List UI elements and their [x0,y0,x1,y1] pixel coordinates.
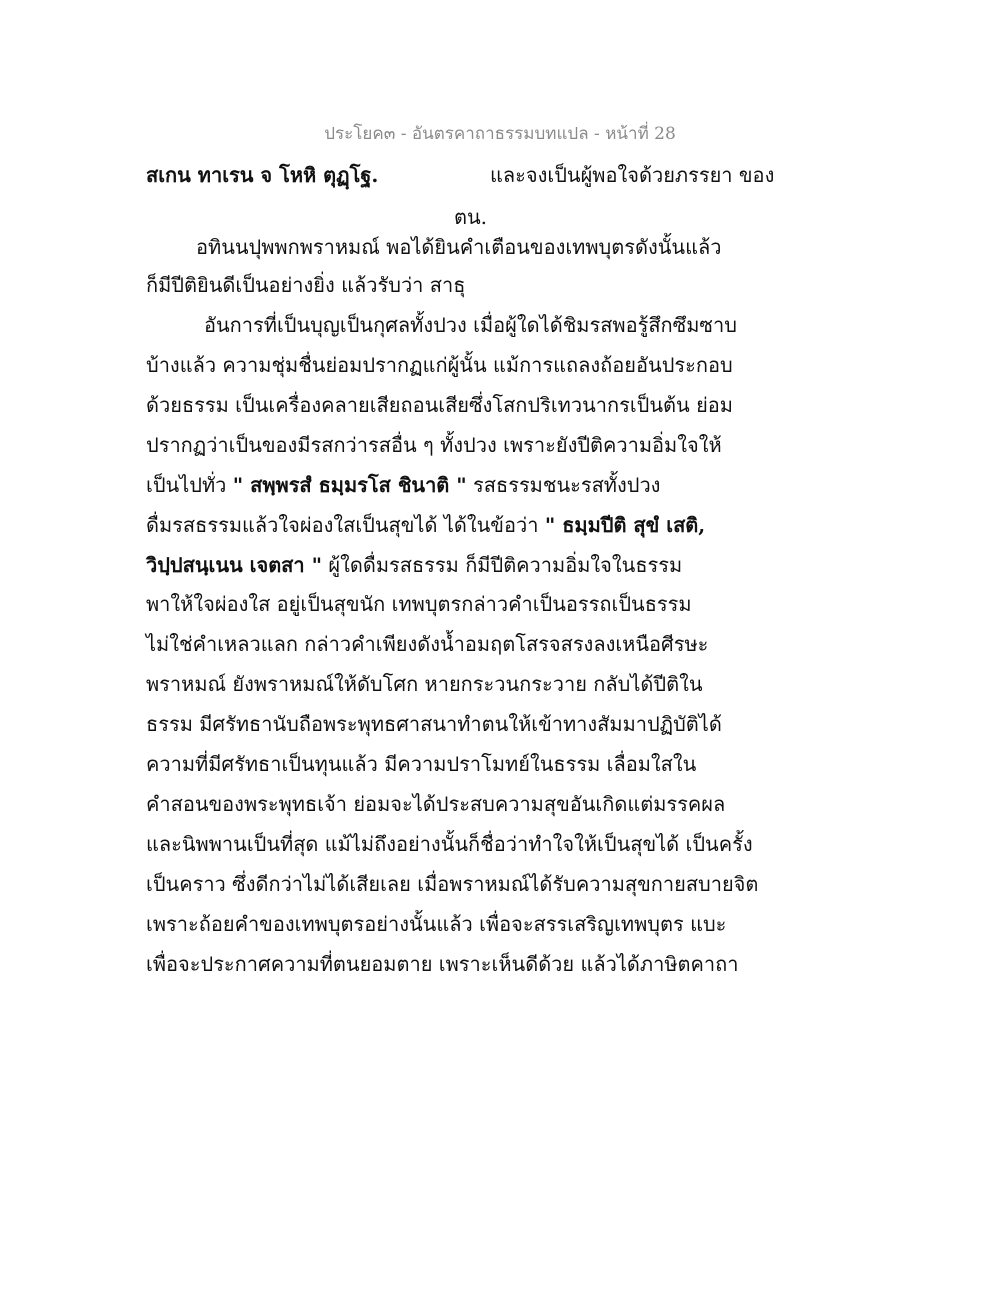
verse-translation: และจงเป็นผู้พอใจด้วยภรรยา ของ [490,163,775,187]
body-line [146,829,753,859]
line-text: พาให้ใจผ่องใส อยู่เป็นสุขนัก เทพบุตรกล่าวคำเป็นอรรถเป็นธรรม [146,592,692,616]
line-text: เป็นไปทั่ว [146,473,233,497]
verse-translation-continued: ตน. [454,205,488,229]
body-line [146,589,692,619]
page-header: ประโยค๓ - อันตรคาถาธรรมบทแปล - หน้าที่ 28 [324,124,676,144]
body-line [146,909,726,939]
line-text: คำสอนของพระพุทธเจ้า ย่อมจะได้ประสบความสุขอันเกิดแต่มรรคผล [146,792,726,816]
body-line [146,390,733,420]
line-text: และนิพพานเป็นที่สุด แม้ไม่ถึงอย่างนั้นก็ชื่อว่าทำใจให้เป็นสุขได้ เป็นครั้ง [146,832,753,856]
body-line [146,709,722,739]
line-text: ด้วยธรรม เป็นเครื่องคลายเสียถอนเสียซึ่งโสกปริเทวนากรเป็นต้น ย่อม [146,393,733,417]
pali-quote: " สพฺพรสํ ธมฺมรโส ชินาติ " [232,473,467,497]
line-text: ผู้ใดดื่มรสธรรม ก็มีปีติความอิ่มใจในธรรม [322,553,683,577]
line-text: เพื่อจะประกาศความที่ตนยอมตาย เพราะเห็นดีด้วย แล้วได้ภาษิตคาถา [146,952,739,976]
body-line [196,232,721,262]
line-text: ไม่ใช่คำเหลวแลก กล่าวคำเพียงดังน้ำอมฤตโสรจสรงลงเหนือศีรษะ [146,632,709,656]
body-line [146,789,725,819]
line-text: อทินนปุพพกพราหมณ์ พอได้ยินคำเตือนของเทพบุตรดังนั้นแล้ว [196,235,722,259]
body-line [146,270,465,300]
pali-quote: วิปฺปสนฺเนน เจตสา " [146,553,323,577]
body-line [146,510,705,540]
body-line [146,949,738,979]
line-text: ความที่มีศรัทธาเป็นทุนแล้ว มีความปราโมทย์ในธรรม เลื่อมใสใน [146,752,697,776]
line-text: เป็นคราว ซึ่งดีกว่าไม่ได้เสียเลย เมื่อพราหมณ์ได้รับความสุขกายสบายจิต [146,872,759,896]
line-text: อันการที่เป็นบุญเป็นกุศลทั้งปวง เมื่อผู้ใดได้ชิมรสพอรู้สึกซึมซาบ [204,313,737,337]
line-text: ดื่มรสธรรมแล้วใจผ่องใสเป็นสุขได้ ได้ในข้อว่า [146,513,545,537]
pali-quote: " ธมฺมปีติ สุขํ เสติ, [544,513,706,537]
line-text: เพราะถ้อยคำของเทพบุตรอย่างนั้นแล้ว เพื่อจะสรรเสริญเทพบุตร แบะ [146,912,727,936]
line-text: บ้างแล้ว ความชุ่มชื่นย่อมปรากฏแก่ผู้นั้น แม้การแถลงถ้อยอันประกอบ [146,353,733,377]
body-line [146,470,660,500]
line-text: ธรรม มีศรัทธานับถือพระพุทธศาสนาทำตนให้เข้าทางสัมมาปฏิบัติได้ [146,712,722,736]
body-line [146,350,733,380]
body-line [146,669,703,699]
body-line [146,749,696,779]
body-line [146,550,682,580]
body-line [146,869,758,899]
pali-verse: สเกน ทาเรน จ โหหิ ตุฏฺโฐ. [146,163,379,187]
line-text: พราหมณ์ ยังพราหมณ์ให้ดับโศก หายกระวนกระวาย กลับได้ปีติใน [146,672,703,696]
line-text: ปรากฏว่าเป็นของมีรสกว่ารสอื่น ๆ ทั้งปวง เพราะยังปีติความอิ่มใจให้ [146,433,722,457]
line-text: ก็มีปีติยินดีเป็นอย่างยิ่ง แล้วรับว่า สาธุ [146,273,466,297]
line-text: รสธรรมชนะรสทั้งปวง [466,473,661,497]
body-line [146,430,722,460]
body-line [204,310,737,340]
body-line [146,629,708,659]
